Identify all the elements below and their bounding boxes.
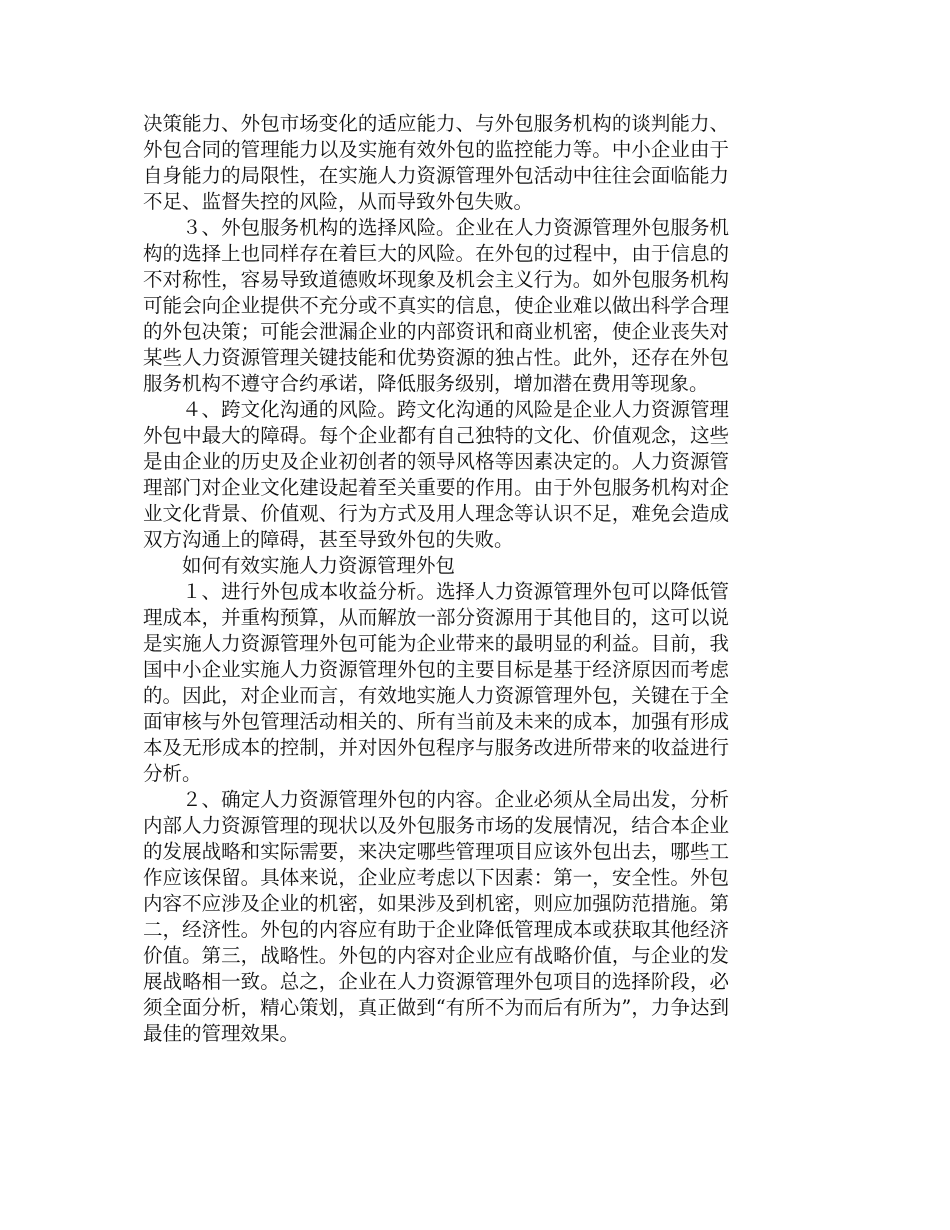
paragraph-outsourcing-content: ２、确定人力资源管理外包的内容。企业必须从全局出发，分析内部人力资源管理的现状以及外包服务市场的发展情况，结合本企业的发展战略和实际需要，来决定哪些管理项目应该外包出去，哪些工作应该保留。具体来说，企业应考虑以下因素：第一，安全性。外包内容不应涉及企业的机密，如果涉及到机密，则应加强防范措施。第二，经济性。外包的内容应有助于企业降低管理成本或获取其他经济价值。第三，战略性。外包的内容对企业应有战略价值，与企业的发展战略相一致。总之，企业在人力资源管理外包项目的选择阶段，必须全面分析，精心策划，真正做到“有所不为而后有所为”，力争达到最佳的管理效果。 (143, 788, 729, 1045)
paragraph-cost-benefit-analysis: １、进行外包成本收益分析。选择人力资源管理外包可以降低管理成本，并重构预算，从而解放一部分资源用于其他目的，这可以说是实施人力资源管理外包可能为企业带来的最明显的利益。目前，我国中小企业实施人力资源管理外包的主要目标是基于经济原因而考虑的。因此，对企业而言，有效地实施人力资源管理外包，关键在于全面审核与外包管理活动相关的、所有当前及未来的成本，加强有形成本及无形成本的控制，并对因外包程序与服务改进所带来的收益进行分析。 (143, 580, 729, 785)
paragraph-vendor-selection-risk: ３、外包服务机构的选择风险。企业在人力资源管理外包服务机构的选择上也同样存在着巨大的风险。在外包的过程中，由于信息的不对称性，容易导致道德败坏现象及机会主义行为。如外包服务机构可能会向企业提供不充分或不真实的信息，使企业难以做出科学合理的外包决策；可能会泄漏企业的内部资讯和商业机密，使企业丧失对某些人力资源管理关键技能和优势资源的独占性。此外，还存在外包服务机构不遵守合约承诺，降低服务级别，增加潜在费用等现象。 (143, 216, 729, 395)
document-body (143, 111, 729, 1047)
section-heading: 如何有效实施人力资源管理外包 (182, 554, 456, 577)
paragraph-capability-risk: 决策能力、外包市场变化的适应能力、与外包服务机构的谈判能力、外包合同的管理能力以及实施有效外包的监控能力等。中小企业由于自身能力的局限性，在实施人力资源管理外包活动中往往会面临能力不足、监督失控的风险，从而导致外包失败。 (143, 112, 729, 213)
paragraph-cross-cultural-risk: ４、跨文化沟通的风险。跨文化沟通的风险是企业人力资源管理外包中最大的障碍。每个企业都有自己独特的文化、价值观念，这些是由企业的历史及企业初创者的领导风格等因素决定的。人力资源管理部门对企业文化建设起着至关重要的作用。由于外包服务机构对企业文化背景、价值观、行为方式及用人理念等认识不足，难免会造成双方沟通上的障碍，甚至导致外包的失败。 (143, 398, 729, 551)
